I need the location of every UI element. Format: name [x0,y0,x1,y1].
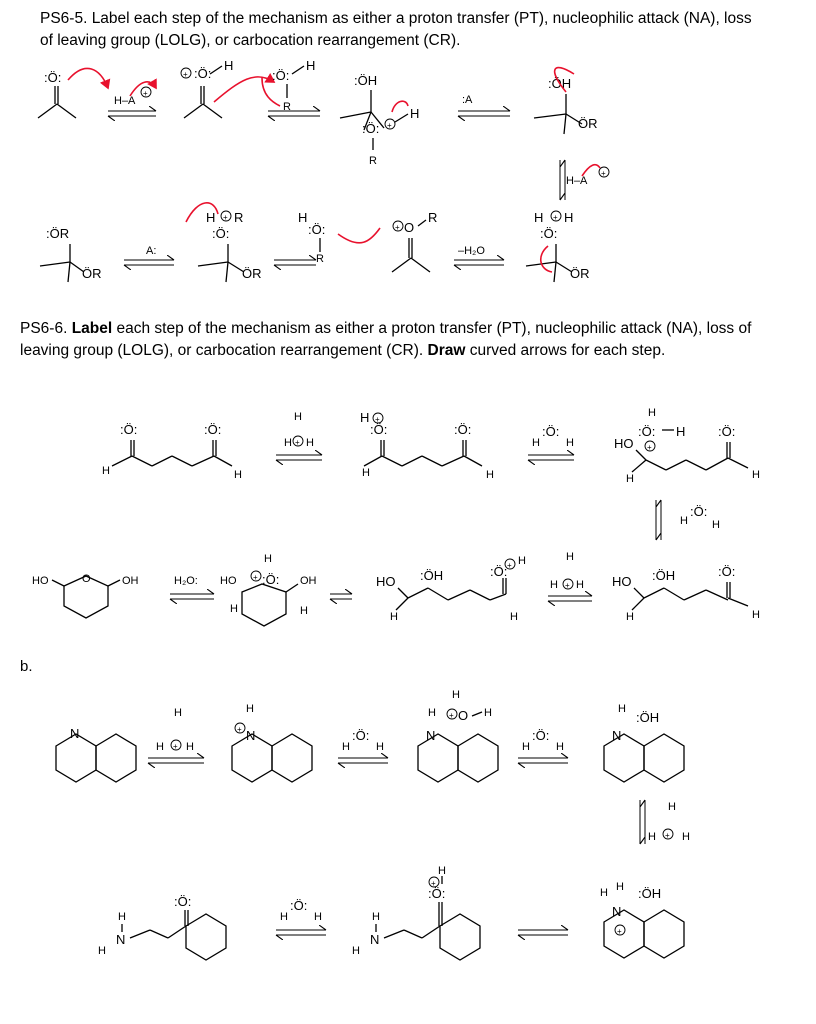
svg-text:H: H [98,945,106,957]
svg-text:H: H [648,831,656,843]
svg-text::Ö:: :Ö: [362,121,380,136]
svg-text::ÖH: :ÖH [354,73,378,88]
svg-text:H: H [362,467,370,479]
svg-text:H–A: H–A [566,175,588,187]
water-b3: H [280,911,288,923]
svg-text:H: H [186,741,194,753]
svg-text:HO: HO [612,574,632,589]
decalin-imine [56,726,136,782]
curved-arrow [214,77,274,102]
svg-text:ÖR: ÖR [570,266,590,281]
svg-text:H: H [306,58,316,73]
svg-text::ÖH: :ÖH [652,568,676,583]
svg-text:N: N [426,728,436,743]
question-ps6-6-text-2: curved arrows for each step. [465,342,666,359]
svg-text::ÖH: :ÖH [420,568,444,583]
label-word: Label [71,320,113,337]
svg-text:OH: OH [300,575,317,587]
svg-text::Ö:: :Ö: [718,424,736,439]
svg-text::Ö:: :Ö: [718,564,736,579]
svg-text:+: + [617,927,622,936]
svg-text::Ö:: :Ö: [204,422,222,437]
svg-text:N: N [246,728,256,743]
svg-text:R: R [316,253,324,265]
svg-text:H: H [298,210,308,225]
amino-ketone [98,894,226,960]
svg-text::Ö:: :Ö: [690,504,708,519]
svg-text::Ö:: :Ö: [532,728,550,743]
svg-text:+: + [375,415,380,424]
svg-text:H: H [306,437,314,449]
svg-text:HO: HO [376,574,396,589]
curved-arrow [338,228,380,243]
hemiacetal [534,68,598,134]
ammonium-carbinol [600,881,684,958]
svg-text::Ö:: :Ö: [174,894,192,909]
question-ps6-6-number: PS6-6. [20,320,68,337]
svg-text:H: H [264,553,272,565]
svg-text:H: H [534,210,544,225]
svg-text:H: H [556,741,564,753]
svg-text:H: H [360,410,370,425]
svg-text::ÖH: :ÖH [636,710,660,725]
svg-text:HO: HO [32,575,49,587]
curved-arrow [541,246,552,272]
svg-text::Ö:: :Ö: [194,66,212,81]
svg-text:O: O [458,708,469,723]
svg-text:O: O [82,573,91,585]
svg-text::Ö:: :Ö: [454,422,472,437]
svg-text:N: N [116,932,126,947]
question-ps6-6-text-1: each step of the mechanism as either a proton transfer (PT), nucleophilic attack (NA), loss of leaving group (LOLG), or carbocation rearrangement (CR). [20,320,752,359]
curved-arrow [68,68,108,88]
svg-text:HO: HO [614,436,634,451]
hydrate-intermediate-1 [614,407,760,485]
svg-text:H: H [352,945,360,957]
svg-text:+: + [253,573,258,582]
svg-text:+: + [601,169,606,178]
protonated-ketoaldehyde [360,410,494,481]
svg-text::ÖH: :ÖH [638,886,662,901]
oxocarbenium [392,210,437,272]
svg-text:H: H [576,579,584,591]
svg-text:+: + [223,213,228,222]
svg-text::Ö:: :Ö: [428,886,446,901]
svg-text:H: H [626,473,634,485]
reagent-h-a-2 [566,165,609,187]
svg-text:ÖR: ÖR [578,116,598,131]
carbonyl-oxygen: :Ö: [44,70,62,85]
svg-text::ÖH: :ÖH [548,76,572,91]
svg-text::Ö:: :Ö: [352,728,370,743]
svg-text:R: R [234,210,244,225]
draw-word: Draw [427,342,466,359]
svg-text:HO: HO [220,575,237,587]
svg-text::Ö:: :Ö: [370,422,388,437]
svg-text:H: H [676,424,686,439]
svg-text:H: H [618,703,626,715]
svg-text:H: H [600,887,608,899]
svg-text::Ö:: :Ö: [542,424,560,439]
svg-text:H: H [206,210,216,225]
svg-text:+: + [647,443,652,452]
carbinolamine [604,703,684,782]
hydronium-b2: H [668,801,676,813]
svg-text::Ö:: :Ö: [638,424,656,439]
reagent-h-a-1 [114,82,156,107]
water-2: H [680,515,688,527]
svg-text::Ö:: :Ö: [272,68,290,83]
svg-text::Ö:: :Ö: [290,898,308,913]
part-b-label: b. [20,658,33,675]
svg-text::Ö:: :Ö: [490,564,508,579]
base-a-2: A: [146,245,157,257]
svg-text:H: H [224,58,234,73]
svg-text:N: N [370,932,380,947]
svg-text:H: H [550,579,558,591]
svg-text:H: H [234,469,242,481]
svg-text:H: H [174,707,182,719]
svg-text:H: H [294,411,302,423]
svg-text::Ö:: :Ö: [308,222,326,237]
protonated-hemiacetal [526,210,590,282]
svg-text:+: + [143,89,148,98]
svg-text:H: H [390,611,398,623]
svg-text:H: H [518,555,526,567]
svg-text:H: H [438,865,446,877]
curved-arrow [392,101,408,112]
hydronium-2: H [566,551,574,563]
protonated-cyclic-intermediate [220,553,317,626]
svg-text:+: + [449,711,454,720]
question-ps6-5-text: PS6-5. Label each step of the mechanism as either a proton transfer (PT), nucleophilic attack (NA), loss of leaving group (LOLG), or carbocation rearrangement (CR). [40,10,752,49]
svg-text:H: H [156,741,164,753]
svg-text:H: H [484,707,492,719]
svg-text:H: H [452,689,460,701]
alcohol-nucleophile-2 [298,210,380,265]
tetrahedral-intermediate [340,73,419,167]
svg-text:H: H [372,911,380,923]
protonated-carbinolamine [418,689,498,782]
acetal-product [40,226,102,282]
hydronium-b1 [156,707,194,753]
svg-text:H: H [300,605,308,617]
water-reagent: H₂O: [174,575,198,587]
svg-text:+: + [237,725,242,734]
svg-text:H: H [428,707,436,719]
ketoaldehyde-1 [102,422,242,481]
svg-text:H: H [284,437,292,449]
svg-text:H: H [566,437,574,449]
svg-text:H: H [314,911,322,923]
svg-text:+: + [387,121,392,130]
svg-text::Ö:: :Ö: [212,226,230,241]
svg-text:H: H [682,831,690,843]
svg-text:R: R [369,155,377,167]
svg-text:H: H [246,703,254,715]
svg-text:R: R [428,210,438,225]
svg-text:+: + [553,213,558,222]
svg-text:R: R [283,101,291,113]
svg-text::Ö:: :Ö: [120,422,138,437]
svg-text:H: H [564,210,574,225]
svg-text:+: + [565,581,570,590]
svg-text:H: H [118,911,126,923]
svg-text::ÖR: :ÖR [46,226,70,241]
svg-text:N: N [612,728,622,743]
svg-text:H–A: H–A [114,95,136,107]
hydroxy-chain-1 [376,555,526,623]
base-a: :A [462,94,473,106]
svg-text:H: H [712,519,720,531]
svg-text:N: N [70,726,80,741]
svg-text:H: H [510,611,518,623]
svg-text:H: H [752,469,760,481]
svg-text:H: H [752,609,760,621]
svg-text:H: H [230,603,238,615]
svg-text:H: H [102,465,110,477]
svg-text:H: H [486,469,494,481]
protonated-ketone [181,58,233,118]
svg-text:ÖR: ÖR [242,266,262,281]
svg-text:+: + [507,561,512,570]
svg-text:+: + [665,831,670,840]
svg-text:O: O [404,220,415,235]
svg-text:+: + [295,438,300,447]
water-1: H [532,437,540,449]
water-b1: H [342,741,350,753]
svg-text:+: + [183,70,188,79]
hydronium-1 [284,411,314,449]
svg-text:H: H [616,881,624,893]
minus-water: –H₂O [458,245,485,257]
hydrate-intermediate-2 [612,564,760,623]
svg-text:H: H [626,611,634,623]
svg-text:H: H [376,741,384,753]
svg-text:ÖR: ÖR [82,266,102,281]
water-b2: H [522,741,530,753]
iminium-ion [232,703,312,782]
cyclic-acetal [32,573,139,618]
svg-text:N: N [612,904,622,919]
svg-text:OH: OH [122,575,139,587]
svg-text::Ö:: :Ö: [262,572,280,587]
protonated-amino-ketone [352,865,480,960]
svg-text:+: + [173,742,178,751]
svg-text:+: + [395,223,400,232]
svg-text:H: H [410,106,420,121]
svg-text::Ö:: :Ö: [540,226,558,241]
protonated-acetal [186,203,262,282]
svg-text:H: H [648,407,656,419]
svg-text:+: + [431,879,436,888]
